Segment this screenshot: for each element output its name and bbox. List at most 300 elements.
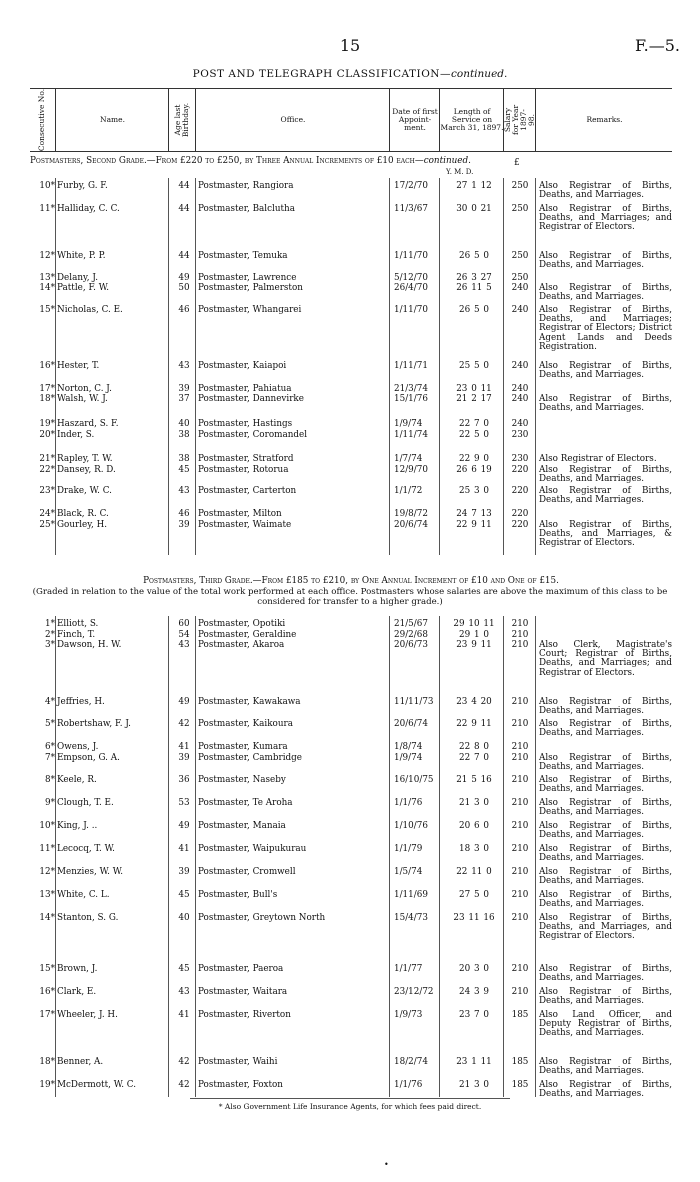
column-rule [195, 616, 196, 1097]
length-cell: 18 3 0 [459, 844, 489, 854]
column-rule [503, 178, 504, 555]
length-cell: 29 1 0 [459, 630, 489, 640]
name-cell: Gourley, H. [57, 520, 108, 530]
date-cell: 1/1/72 [394, 486, 423, 496]
date-cell: 29/2/68 [394, 630, 428, 640]
salary-cell: 240 [511, 419, 529, 429]
date-cell: 1/1/76 [394, 1080, 423, 1090]
salary-cell: 250 [511, 204, 529, 214]
date-cell: 23/12/72 [394, 987, 434, 997]
header-office: Office. [195, 89, 390, 151]
column-rule [195, 178, 196, 555]
length-cell: 24 3 9 [459, 987, 489, 997]
age-cell: 43 [178, 486, 190, 496]
salary-cell: 210 [511, 867, 529, 877]
header-remarks: Remarks. [535, 89, 673, 151]
length-cell: 20 3 0 [459, 964, 489, 974]
salary-cell: 240 [511, 384, 529, 394]
date-cell: 1/1/77 [394, 964, 423, 974]
footnote-rule [190, 1098, 510, 1099]
date-cell: 1/11/71 [394, 361, 428, 371]
column-rule [389, 616, 390, 1097]
office-cell: Postmaster, Paeroa [198, 964, 284, 974]
consecutive-no: 17* [39, 384, 55, 394]
length-cell: 21 3 0 [459, 1080, 489, 1090]
length-cell: 23 4 20 [456, 697, 492, 707]
salary-cell: 210 [511, 890, 529, 900]
name-cell: Halliday, C. C. [57, 204, 120, 214]
name-cell: Haszard, S. F. [57, 419, 119, 429]
date-cell: 1/8/74 [394, 742, 423, 752]
salary-cell: 220 [511, 465, 529, 475]
name-cell: Black, R. C. [57, 509, 109, 519]
age-cell: 43 [178, 361, 190, 371]
office-cell: Postmaster, Greytown North [198, 913, 326, 923]
name-cell: McDermott, W. C. [57, 1080, 137, 1090]
date-cell: 21/3/74 [394, 384, 428, 394]
name-cell: Pattle, F. W. [57, 283, 110, 293]
consecutive-no: 17* [39, 1010, 55, 1020]
name-cell: Benner, A. [57, 1057, 104, 1067]
office-cell: Postmaster, Kaikoura [198, 719, 293, 729]
date-cell: 1/11/74 [394, 430, 428, 440]
remarks-cell: Also Registrar of Births, Deaths, and Marriages. [539, 775, 672, 795]
consecutive-no: 18* [39, 394, 55, 404]
office-cell: Postmaster, Lawrence [198, 273, 297, 283]
column-rule [55, 616, 56, 1097]
salary-cell: 230 [511, 454, 529, 464]
consecutive-no: 14* [39, 283, 55, 293]
salary-cell: 210 [511, 913, 529, 923]
age-cell: 38 [178, 430, 190, 440]
date-cell: 1/1/76 [394, 798, 423, 808]
age-cell: 41 [178, 844, 190, 854]
office-cell: Postmaster, Temuka [198, 251, 288, 261]
header-length: Length of Service on March 31, 1897. [439, 89, 504, 151]
date-cell: 1/9/74 [394, 419, 423, 429]
length-cell: 26 11 5 [456, 283, 492, 293]
page-number: 15 [339, 36, 361, 55]
document-reference: F.—5. [635, 36, 680, 55]
date-cell: 1/1/79 [394, 844, 423, 854]
office-cell: Postmaster, Whangarei [198, 305, 302, 315]
salary-cell: 230 [511, 430, 529, 440]
office-cell: Postmaster, Hastings [198, 419, 293, 429]
date-cell: 20/6/73 [394, 640, 428, 650]
salary-cell: 210 [511, 821, 529, 831]
header-age: Age last Birthday. [168, 89, 196, 151]
age-cell: 42 [178, 1057, 190, 1067]
name-cell: White, C. L. [57, 890, 110, 900]
office-cell: Postmaster, Geraldine [198, 630, 297, 640]
column-rule [439, 616, 440, 1097]
name-cell: Delany, J. [57, 273, 99, 283]
consecutive-no: 4* [45, 697, 55, 707]
age-cell: 36 [178, 775, 190, 785]
office-cell: Postmaster, Waipukurau [198, 844, 307, 854]
age-cell: 43 [178, 987, 190, 997]
length-cell: 21 5 16 [456, 775, 492, 785]
date-cell: 18/2/74 [394, 1057, 428, 1067]
length-cell: 26 3 27 [456, 273, 492, 283]
length-cell: 24 7 13 [456, 509, 492, 519]
length-cell: 30 0 21 [456, 204, 492, 214]
consecutive-no: 16* [39, 987, 55, 997]
remarks-cell: Also Registrar of Births, Deaths, and Marriages. [539, 719, 672, 739]
age-cell: 45 [178, 890, 190, 900]
name-cell: Owens, J. [57, 742, 99, 752]
date-cell: 11/3/67 [394, 204, 428, 214]
office-cell: Postmaster, Pahiatua [198, 384, 292, 394]
consecutive-no: 2* [45, 630, 55, 640]
age-cell: 42 [178, 719, 190, 729]
consecutive-no: 1* [45, 619, 55, 629]
salary-cell: 250 [511, 251, 529, 261]
section-second-grade-title: Postmasters, Second Grade.—From £220 to £250, by Three Annual Increments of £10 each—continued. [30, 156, 471, 166]
salary-cell: 210 [511, 964, 529, 974]
consecutive-no: 15* [39, 964, 55, 974]
remarks-cell: Also Registrar of Births, Deaths, and Marriages, & Registrar of Electors. [539, 520, 672, 549]
name-cell: Norton, C. J. [57, 384, 112, 394]
office-cell: Postmaster, Kaiapoi [198, 361, 287, 371]
salary-cell: 240 [511, 394, 529, 404]
name-cell: Jeffries, H. [57, 697, 105, 707]
office-cell: Postmaster, Waitara [198, 987, 288, 997]
salary-cell: 250 [511, 273, 529, 283]
salary-cell: 185 [511, 1010, 529, 1020]
consecutive-no: 12* [39, 867, 55, 877]
salary-cell: 220 [511, 509, 529, 519]
remarks-cell: Also Registrar of Births, Deaths, and Marriages. [539, 753, 672, 773]
remarks-cell: Also Registrar of Births, Deaths, and Marriages. [539, 890, 672, 910]
remarks-cell: Also Registrar of Births, Deaths, and Marriages. [539, 283, 672, 303]
office-cell: Postmaster, Manaia [198, 821, 286, 831]
age-cell: 39 [178, 867, 190, 877]
date-cell: 19/8/72 [394, 509, 428, 519]
length-cell: 23 9 11 [456, 640, 492, 650]
length-cell: 21 2 17 [456, 394, 492, 404]
column-rule [439, 178, 440, 555]
consecutive-no: 6* [45, 742, 55, 752]
name-cell: Nicholas, C. E. [57, 305, 123, 315]
length-cell: 22 8 0 [459, 742, 489, 752]
date-cell: 11/11/73 [394, 697, 434, 707]
office-cell: Postmaster, Coromandel [198, 430, 308, 440]
length-cell: 25 3 0 [459, 486, 489, 496]
consecutive-no: 10* [39, 181, 55, 191]
remarks-cell: Also Registrar of Births, Deaths, and Marriages. [539, 798, 672, 818]
office-cell: Postmaster, Balclutha [198, 204, 295, 214]
office-cell: Postmaster, Kumara [198, 742, 288, 752]
remarks-cell: Also Registrar of Births, Deaths, and Marriages. [539, 1057, 672, 1077]
age-cell: 46 [178, 509, 190, 519]
office-cell: Postmaster, Dannevirke [198, 394, 304, 404]
date-cell: 15/4/73 [394, 913, 428, 923]
table-header [30, 88, 672, 152]
name-cell: Walsh, W. J. [57, 394, 108, 404]
consecutive-no: 23* [39, 486, 55, 496]
remarks-cell: Also Registrar of Births, Deaths, and Marriages. [539, 181, 672, 201]
remarks-cell: Also Clerk, Magistrate's Court; Registrar of Births, Deaths, and Marriages; and Registrar of Electors. [539, 640, 672, 678]
column-rule [168, 178, 169, 555]
salary-cell: 210 [511, 719, 529, 729]
salary-unit: £ [514, 158, 520, 168]
remarks-cell: Also Registrar of Births, Deaths, and Marriages; Registrar of Electors; District Agent Lands and Deeds Registration. [539, 305, 672, 352]
age-cell: 45 [178, 465, 190, 475]
name-cell: Empson, G. A. [57, 753, 120, 763]
age-cell: 40 [178, 913, 190, 923]
date-cell: 16/10/75 [394, 775, 434, 785]
name-cell: Elliott, S. [57, 619, 99, 629]
date-cell: 1/7/74 [394, 454, 423, 464]
date-cell: 1/10/76 [394, 821, 428, 831]
date-cell: 15/1/76 [394, 394, 428, 404]
consecutive-no: 22* [39, 465, 55, 475]
date-cell: 20/6/74 [394, 520, 428, 530]
date-cell: 1/11/70 [394, 251, 428, 261]
salary-cell: 250 [511, 181, 529, 191]
length-cell: 23 11 16 [453, 913, 495, 923]
office-cell: Postmaster, Carterton [198, 486, 297, 496]
remarks-cell: Also Registrar of Births, Deaths, and Marriages; and Registrar of Electors. [539, 204, 672, 233]
age-cell: 42 [178, 1080, 190, 1090]
ymd-label: Y. M. D. [446, 168, 474, 176]
salary-cell: 210 [511, 697, 529, 707]
consecutive-no: 25* [39, 520, 55, 530]
remarks-cell: Also Registrar of Births, Deaths, and Marriages. [539, 486, 672, 506]
office-cell: Postmaster, Akaroa [198, 640, 285, 650]
date-cell: 1/9/74 [394, 753, 423, 763]
office-cell: Postmaster, Stratford [198, 454, 294, 464]
date-cell: 1/9/73 [394, 1010, 423, 1020]
length-cell: 29 10 11 [453, 619, 495, 629]
salary-cell: 210 [511, 987, 529, 997]
length-cell: 20 6 0 [459, 821, 489, 831]
name-cell: Finch, T. [57, 630, 96, 640]
salary-cell: 240 [511, 361, 529, 371]
name-cell: Stanton, S. G. [57, 913, 119, 923]
consecutive-no: 24* [39, 509, 55, 519]
footnote: * Also Government Life Insurance Agents, for which fees paid direct. [218, 1102, 482, 1111]
consecutive-no: 8* [45, 775, 55, 785]
office-cell: Postmaster, Opotiki [198, 619, 286, 629]
age-cell: 37 [178, 394, 190, 404]
salary-cell: 220 [511, 486, 529, 496]
length-cell: 21 3 0 [459, 798, 489, 808]
remarks-cell: Also Registrar of Births, Deaths, and Marriages. [539, 251, 672, 271]
consecutive-no: 16* [39, 361, 55, 371]
name-cell: Robertshaw, F. J. [57, 719, 131, 729]
name-cell: Brown, J. [57, 964, 98, 974]
column-rule [168, 616, 169, 1097]
consecutive-no: 7* [45, 753, 55, 763]
salary-cell: 210 [511, 753, 529, 763]
office-cell: Postmaster, Rotorua [198, 465, 289, 475]
office-cell: Postmaster, Naseby [198, 775, 286, 785]
age-cell: 53 [178, 798, 190, 808]
date-cell: 5/12/70 [394, 273, 428, 283]
salary-cell: 240 [511, 305, 529, 315]
salary-cell: 210 [511, 630, 529, 640]
remarks-cell: Also Registrar of Births, Deaths, and Marriages. [539, 844, 672, 864]
length-cell: 23 7 0 [459, 1010, 489, 1020]
consecutive-no: 11* [39, 204, 55, 214]
age-cell: 38 [178, 454, 190, 464]
name-cell: Drake, W. C. [57, 486, 112, 496]
office-cell: Postmaster, Cambridge [198, 753, 303, 763]
column-rule [389, 178, 390, 555]
name-cell: Keele, R. [57, 775, 97, 785]
header-date: Date of first Appoint-ment. [389, 89, 440, 151]
age-cell: 39 [178, 520, 190, 530]
length-cell: 27 1 12 [456, 181, 492, 191]
salary-cell: 210 [511, 742, 529, 752]
age-cell: 50 [178, 283, 190, 293]
office-cell: Postmaster, Te Aroha [198, 798, 293, 808]
consecutive-no: 14* [39, 913, 55, 923]
office-cell: Postmaster, Waihi [198, 1057, 278, 1067]
consecutive-no: 15* [39, 305, 55, 315]
consecutive-no: 18* [39, 1057, 55, 1067]
remarks-cell: Also Registrar of Births, Deaths, and Marriages. [539, 361, 672, 381]
header-name: Name. [55, 89, 169, 151]
consecutive-no: 12* [39, 251, 55, 261]
office-cell: Postmaster, Cromwell [198, 867, 296, 877]
length-cell: 26 5 0 [459, 251, 489, 261]
length-cell: 22 5 0 [459, 430, 489, 440]
date-cell: 1/11/70 [394, 305, 428, 315]
length-cell: 22 9 0 [459, 454, 489, 464]
office-cell: Postmaster, Foxton [198, 1080, 283, 1090]
salary-cell: 185 [511, 1080, 529, 1090]
name-cell: Hester, T. [57, 361, 100, 371]
salary-cell: 210 [511, 640, 529, 650]
age-cell: 39 [178, 753, 190, 763]
age-cell: 44 [178, 181, 190, 191]
age-cell: 44 [178, 251, 190, 261]
remarks-cell: Also Registrar of Births, Deaths, and Marriages. [539, 697, 672, 717]
date-cell: 20/6/74 [394, 719, 428, 729]
length-cell: 22 11 0 [456, 867, 492, 877]
consecutive-no: 9* [45, 798, 55, 808]
length-cell: 26 5 0 [459, 305, 489, 315]
age-cell: 44 [178, 204, 190, 214]
office-cell: Postmaster, Waimate [198, 520, 292, 530]
age-cell: 41 [178, 1010, 190, 1020]
date-cell: 17/2/70 [394, 181, 428, 191]
salary-cell: 185 [511, 1057, 529, 1067]
remarks-cell: Also Registrar of Births, Deaths, and Marriages. [539, 987, 672, 1007]
remarks-cell: Also Registrar of Births, Deaths, and Marriages. [539, 465, 672, 485]
remarks-cell: Also Registrar of Births, Deaths, and Marriages. [539, 821, 672, 841]
name-cell: White, P. P. [57, 251, 106, 261]
name-cell: Clough, T. E. [57, 798, 114, 808]
name-cell: Rapley, T. W. [57, 454, 113, 464]
consecutive-no: 11* [39, 844, 55, 854]
header-salary: Salary for Year 1897-98. [503, 89, 536, 151]
remarks-cell: Also Registrar of Electors. [539, 454, 657, 464]
page-title: POST AND TELEGRAPH CLASSIFICATION—continued. [192, 68, 508, 80]
age-cell: 43 [178, 640, 190, 650]
salary-cell: 210 [511, 619, 529, 629]
salary-cell: 210 [511, 798, 529, 808]
date-cell: 26/4/70 [394, 283, 428, 293]
consecutive-no: 5* [45, 719, 55, 729]
remarks-cell: Also Registrar of Births, Deaths, and Marriages. [539, 964, 672, 984]
remarks-cell: Also Registrar of Births, Deaths, and Marriages, and Registrar of Electors. [539, 913, 672, 942]
length-cell: 27 5 0 [459, 890, 489, 900]
age-cell: 40 [178, 419, 190, 429]
consecutive-no: 10* [39, 821, 55, 831]
consecutive-no: 13* [39, 273, 55, 283]
length-cell: 23 0 11 [456, 384, 492, 394]
remarks-cell: Also Land Officer, and Deputy Registrar of Births, Deaths, and Marriages. [539, 1010, 672, 1039]
length-cell: 25 5 0 [459, 361, 489, 371]
date-cell: 21/5/67 [394, 619, 428, 629]
name-cell: Lecocq, T. W. [57, 844, 115, 854]
office-cell: Postmaster, Milton [198, 509, 282, 519]
section-third-grade-title: Postmasters, Third Grade.—From £185 to £210, by One Annual Increment of £10 and One of £15. [143, 576, 559, 586]
office-cell: Postmaster, Rangiora [198, 181, 294, 191]
date-cell: 12/9/70 [394, 465, 428, 475]
consecutive-no: 3* [45, 640, 55, 650]
age-cell: 54 [178, 630, 190, 640]
salary-cell: 210 [511, 775, 529, 785]
length-cell: 23 1 11 [456, 1057, 492, 1067]
age-cell: 46 [178, 305, 190, 315]
date-cell: 1/5/74 [394, 867, 423, 877]
age-cell: 39 [178, 384, 190, 394]
length-cell: 26 6 19 [456, 465, 492, 475]
name-cell: Furby, G. F. [57, 181, 108, 191]
age-cell: 45 [178, 964, 190, 974]
office-cell: Postmaster, Riverton [198, 1010, 291, 1020]
column-rule [55, 178, 56, 555]
name-cell: Inder, S. [57, 430, 95, 440]
name-cell: Dawson, H. W. [57, 640, 122, 650]
length-cell: 22 9 11 [456, 719, 492, 729]
age-cell: 60 [178, 619, 190, 629]
date-cell: 1/11/69 [394, 890, 428, 900]
name-cell: Wheeler, J. H. [57, 1010, 118, 1020]
consecutive-no: 21* [39, 454, 55, 464]
age-cell: 49 [178, 821, 190, 831]
consecutive-no: 19* [39, 419, 55, 429]
name-cell: King, J. .. [57, 821, 98, 831]
column-rule [535, 178, 536, 555]
name-cell: Dansey, R. D. [57, 465, 116, 475]
page-mark: • [384, 1160, 389, 1169]
office-cell: Postmaster, Bull's [198, 890, 278, 900]
office-cell: Postmaster, Kawakawa [198, 697, 301, 707]
consecutive-no: 20* [39, 430, 55, 440]
column-rule [535, 616, 536, 1097]
remarks-cell: Also Registrar of Births, Deaths, and Marriages. [539, 394, 672, 414]
column-rule [503, 616, 504, 1097]
salary-cell: 220 [511, 520, 529, 530]
remarks-cell: Also Registrar of Births, Deaths, and Marriages. [539, 1080, 672, 1100]
remarks-cell: Also Registrar of Births, Deaths, and Marriages. [539, 867, 672, 887]
section-third-grade-note: (Graded in relation to the value of the total work performed at each office. Postmasters whose salaries are above the maximum of this class to be considered for transfer to a higher grade.) [32, 587, 668, 607]
age-cell: 49 [178, 273, 190, 283]
salary-cell: 210 [511, 844, 529, 854]
age-cell: 49 [178, 697, 190, 707]
length-cell: 22 7 0 [459, 753, 489, 763]
name-cell: Menzies, W. W. [57, 867, 124, 877]
office-cell: Postmaster, Palmerston [198, 283, 303, 293]
header-consecutive-no: Consecutive No. [37, 88, 47, 152]
consecutive-no: 19* [39, 1080, 55, 1090]
